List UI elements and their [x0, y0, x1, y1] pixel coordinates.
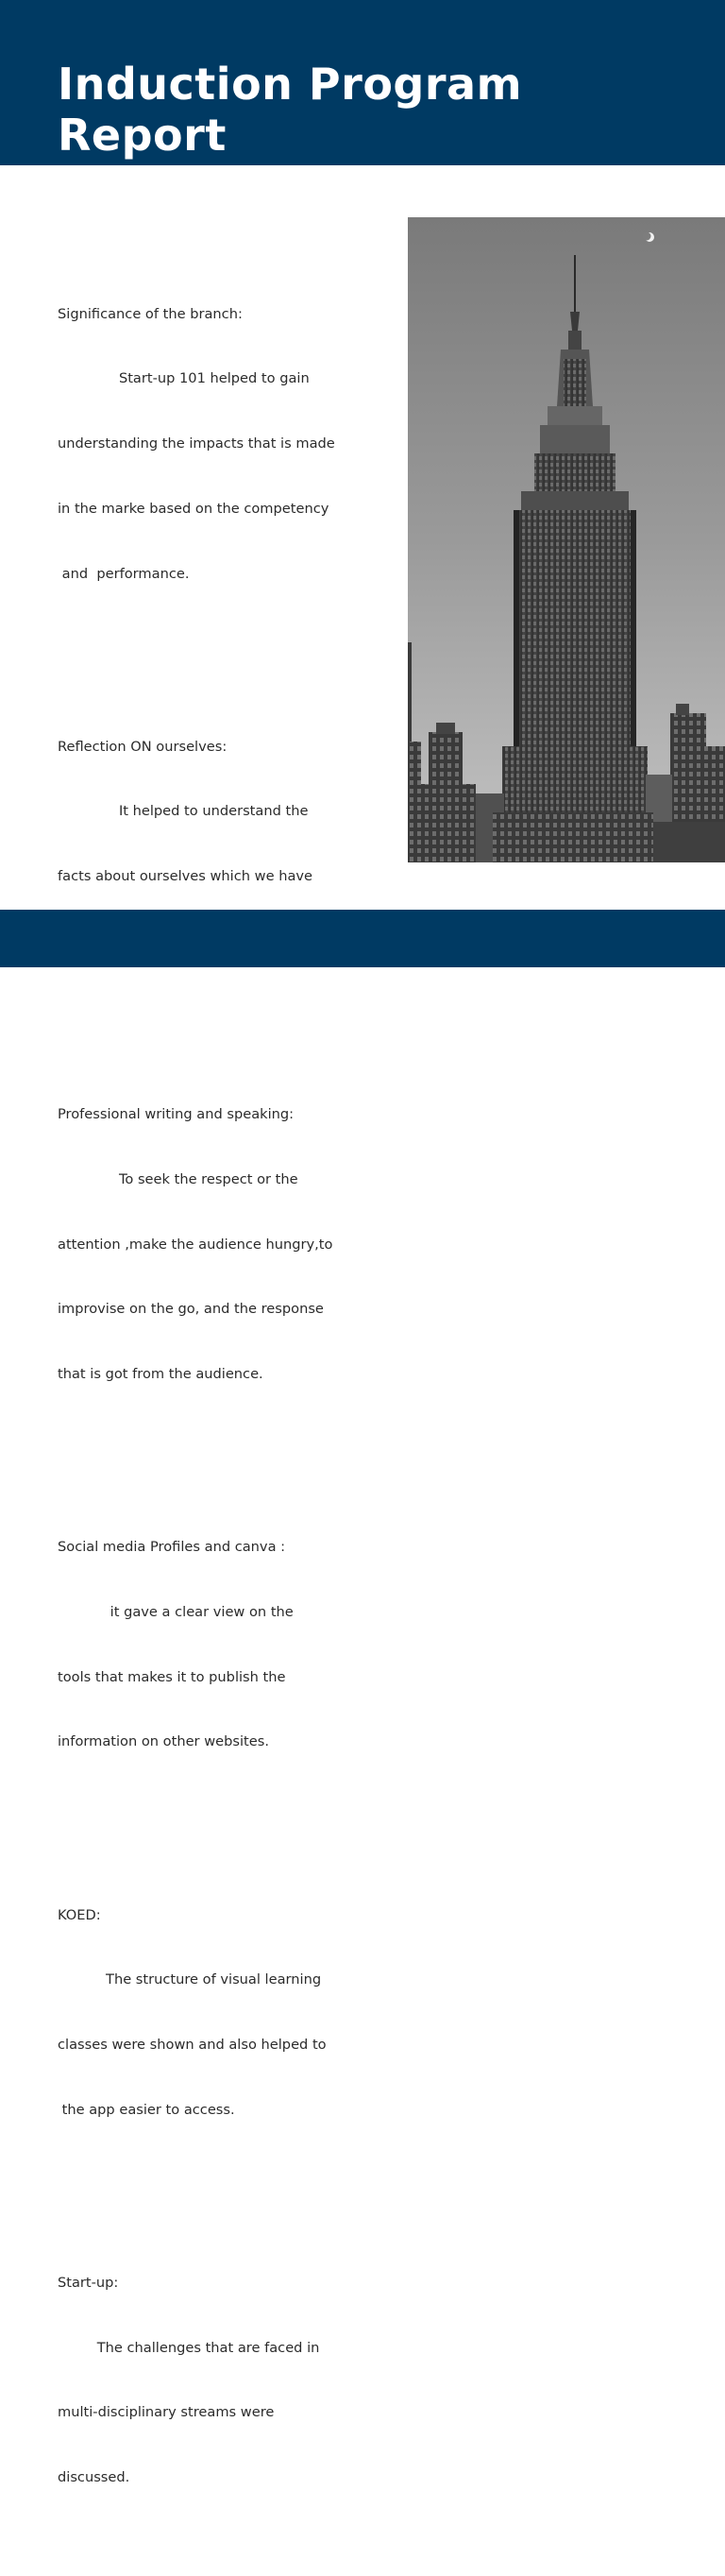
section-heading: Reflection ON ourselves: — [58, 738, 228, 755]
section-heading: Social media Profiles and canva : — [58, 1539, 286, 1556]
section-line: information on other websites. — [58, 1733, 269, 1750]
page-title — [58, 59, 624, 161]
section-professional-writing — [58, 1061, 369, 1428]
section-line: classes were shown and also helped to — [58, 2037, 327, 2054]
section-heading: KOED: — [58, 1906, 101, 1923]
section-line: that is got from the audience. — [58, 1366, 263, 1382]
section-line: facts about ourselves which we have — [58, 868, 312, 885]
skyscraper-photo — [408, 217, 725, 862]
section-significance — [58, 261, 369, 628]
section-heading: Professional writing and speaking: — [58, 1106, 295, 1123]
section-social-media — [58, 1493, 369, 1797]
section-line: multi-disciplinary streams were — [58, 2404, 275, 2421]
section-line: the app easier to access. — [58, 2101, 235, 2118]
section-line: attention ,make the audience hungry,to — [58, 1236, 333, 1253]
section-heading: Start-up: — [58, 2275, 119, 2292]
report-body — [58, 217, 369, 2576]
section-line: it gave a clear view on the — [58, 1603, 294, 1620]
title-line-1: Induction Program — [58, 59, 523, 110]
section-line: The structure of visual learning — [58, 1971, 322, 1988]
section-line: To seek the respect or the — [58, 1170, 298, 1187]
section-line: and performance. — [58, 565, 190, 582]
section-startup — [58, 2229, 369, 2533]
section-line: in the marke based on the competency — [58, 500, 329, 517]
section-line: tools that makes it to publish the — [58, 1668, 286, 1685]
section-line: discussed. — [58, 2469, 130, 2486]
section-line: improvise on the go, and the response — [58, 1301, 324, 1318]
section-line: It helped to understand the — [58, 803, 309, 820]
section-line: The challenges that are faced in — [58, 2339, 320, 2356]
section-line: understanding the impacts that is made — [58, 435, 335, 452]
section-heading: Significance of the branch: — [58, 305, 243, 322]
footer-banner — [0, 910, 725, 967]
section-line: Start-up 101 helped to gain — [58, 370, 310, 387]
title-line-2: Report — [58, 110, 227, 161]
header-banner — [0, 0, 725, 165]
section-koed — [58, 1862, 369, 2165]
